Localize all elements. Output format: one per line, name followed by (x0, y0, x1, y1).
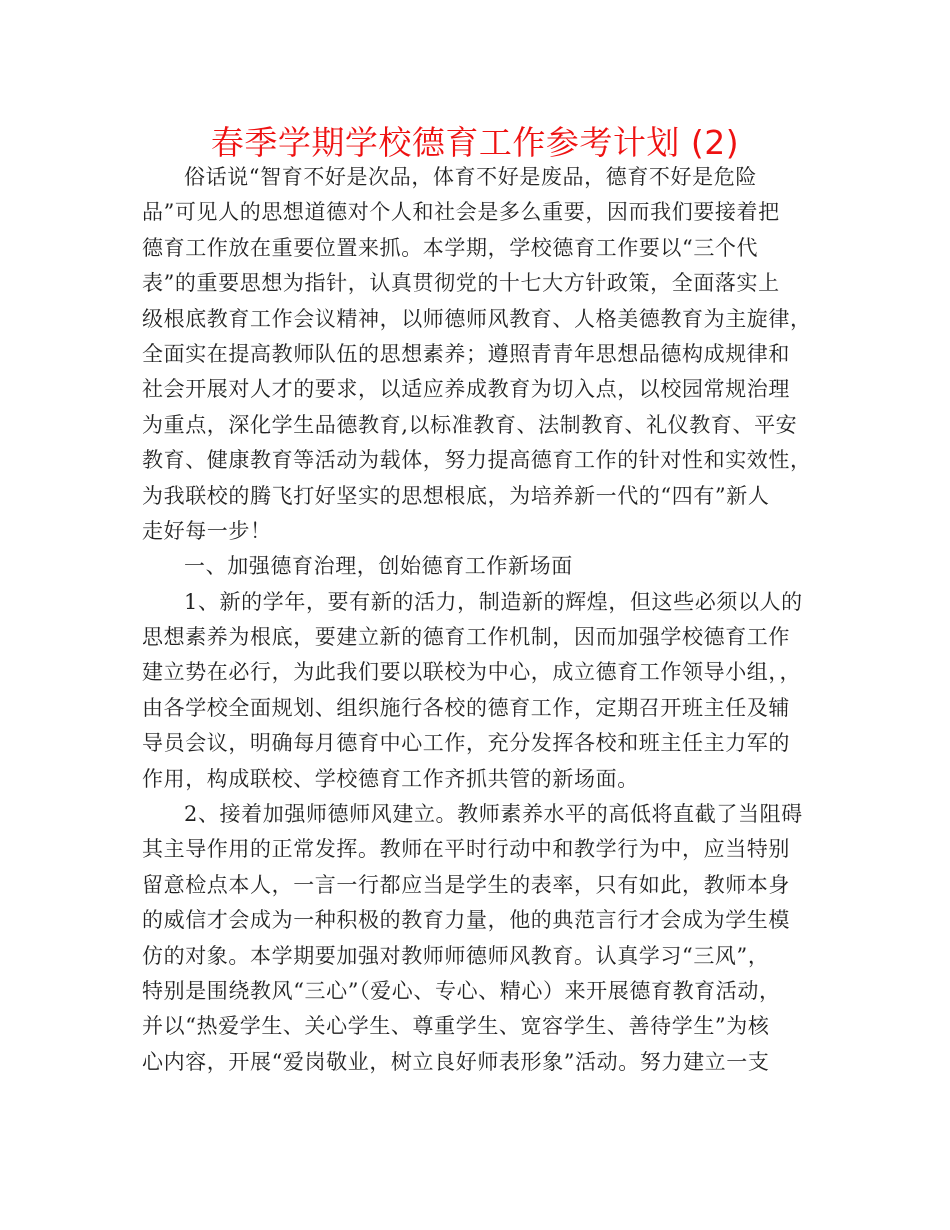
body-text-line: 思想素养为根底，要建立新的德育工作机制，因而加强学校德育工作 (142, 625, 790, 650)
body-text-line: 俗话说“智育不好是次品，体育不好是废品，德育不好是危险 (184, 165, 757, 189)
body-text-line: 的威信才会成为一种积极的教育力量，他的典范言行才会成为学生模 (142, 908, 790, 933)
document-title: 春季学期学校德育工作参考计划 (2) (210, 123, 740, 162)
body-text-line: 并以“热爱学生、关心学生、尊重学生、宽容学生、善待学生”为核 (142, 1014, 770, 1039)
body-text-line: 表”的重要思想为指针，认真贯彻党的十七大方针政策，全面落实上 (142, 271, 780, 296)
body-text-line: 社会开展对人才的要求，以适应养成教育为切入点，以校园常规治理 (142, 377, 790, 402)
body-text-line: 导员会议，明确每月德育中心工作，充分发挥各校和班主任主力军的 (142, 731, 790, 756)
body-text-line: 一、加强德育治理，创始德育工作新场面 (184, 554, 573, 579)
body-text-line: 教育、健康教育等活动为载体，努力提高德育工作的针对性和实效性， (142, 448, 812, 473)
body-text-line: 作用，构成联校、学校德育工作齐抓共管的新场面。 (142, 766, 639, 791)
body-text-line: 留意检点本人，一言一行都应当是学生的表率，只有如此，教师本身 (142, 872, 790, 897)
body-text-line: 1、新的学年，要有新的活力，制造新的辉煌，但这些必须以人的 (184, 589, 803, 614)
body-text-line: 特别是围绕教风“三心”（爱心、专心、精心）来开展德育教育活动， (142, 978, 781, 1003)
body-text-line: 全面实在提高教师队伍的思想素养；遵照青青年思想品德构成规律和 (142, 341, 790, 366)
body-text-line: 走好每一步！ (142, 518, 272, 543)
document-body (142, 160, 832, 1080)
body-text-line: 2、接着加强师德师风建立。教师素养水平的高低将直截了当阻碍 (184, 802, 803, 827)
body-text-line: 其主导作用的正常发挥。教师在平时行动中和教学行为中，应当特别 (142, 837, 790, 862)
body-text-line: 心内容，开展“爱岗敬业，树立良好师表形象”活动。努力建立一支 (142, 1049, 770, 1074)
body-text-line: 级根底教育工作会议精神，以师德师风教育、人格美德教育为主旋律， (142, 306, 812, 331)
body-text-line: 仿的对象。本学期要加强对教师师德师风教育。认真学习“三风”， (142, 943, 770, 968)
body-text-line: 为重点，深化学生品德教育,以标准教育、法制教育、礼仪教育、平安 (142, 412, 798, 437)
body-text-line: 由各学校全面规划、组织施行各校的德育工作，定期召开班主任及辅 (142, 695, 790, 720)
body-text-line: 建立势在必行，为此我们要以联校为中心，成立德育工作领导小组，， (142, 660, 802, 685)
body-text-line: 德育工作放在重要位置来抓。本学期，学校德育工作要以“三个代 (142, 235, 759, 260)
body-text-line: 品”可见人的思想道德对个人和社会是多么重要，因而我们要接着把 (142, 200, 780, 225)
body-text-line: 为我联校的腾飞打好坚实的思想根底，为培养新一代的“四有”新人 (142, 483, 770, 508)
